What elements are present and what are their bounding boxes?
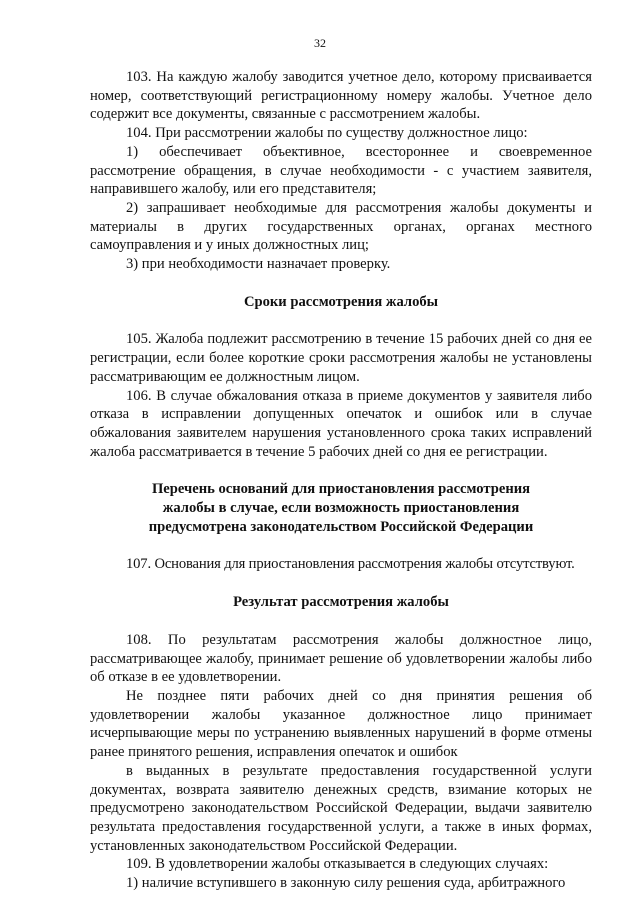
document-body bbox=[90, 68, 592, 893]
paragraph-103: 103. На каждую жалобу заводится учетное дело, которому присваивается номер, соответствующий регистрационному номеру жалобы. Учетное дело содержит все документы, связанные с рассмотрением жалобы. bbox=[90, 69, 592, 123]
section-heading-review-result: Результат рассмотрения жалобы bbox=[233, 594, 449, 611]
section-spacer bbox=[90, 461, 592, 480]
paragraph-104-item-1: 1) обеспечивает объективное, всестороннее и своевременное рассмотрение обращения, в случае необходимости - с участием заявителя, направившего жалобу, или его представителя; bbox=[90, 143, 592, 198]
section-spacer bbox=[90, 536, 592, 555]
section-spacer bbox=[90, 612, 592, 631]
paragraph-107: 107. Основания для приостановления рассмотрения жалобы отсутствуют. bbox=[126, 556, 575, 573]
section-heading-review-terms: Сроки рассмотрения жалобы bbox=[243, 293, 439, 310]
paragraph-108-continuation: в выданных в результате предоставления государственной услуги документах, возврата заявителю денежных средств, взимание которых не предусмотрено законодательством Российской Федерации, выдачи заявителю результата предоставления государственной услуги, а также в иных формах, установленных законодательством Российской Федерации. bbox=[90, 762, 592, 854]
heading-line: жалобы в случае, если возможность приостановления bbox=[162, 500, 520, 517]
page-number: 32 bbox=[314, 36, 326, 50]
paragraph-106: 106. В случае обжалования отказа в приеме документов у заявителя либо отказа в исправлении допущенных опечаток и ошибок или в случае обжалования заявителем нарушения установленного срока таких исправлений жалоба рассматривается в течение 5 рабочих дней со дня ее регистрации. bbox=[90, 387, 592, 460]
paragraph-108-deadline: Не позднее пяти рабочих дней со дня принятия решения об удовлетворении жалобы указанное должностное лицо принимает исчерпывающие меры по устранению выявленных нарушений в форме отмены ранее принятого решения, исправления опечаток и ошибок bbox=[90, 687, 592, 761]
paragraph-109: 109. В удовлетворении жалобы отказывается в следующих случаях: bbox=[126, 856, 549, 873]
paragraph-104-item-2: 2) запрашивает необходимые для рассмотрения жалобы документы и материалы в других государственных органах, органах местного самоуправления и у иных должностных лиц; bbox=[90, 199, 592, 254]
paragraph-104: 104. При рассмотрении жалобы по существу должностное лицо: bbox=[126, 125, 528, 142]
paragraph-104-item-3: 3) при необходимости назначает проверку. bbox=[126, 256, 391, 273]
paragraph-109-item-1: 1) наличие вступившего в законную силу решения суда, арбитражного bbox=[126, 875, 566, 892]
paragraph-108: 108. По результатам рассмотрения жалобы должностное лицо, рассматривающее жалобу, принимает решение об удовлетворении жалобы либо об отказе в ее удовлетворении. bbox=[90, 631, 592, 686]
section-spacer bbox=[90, 311, 592, 330]
section-heading-suspension-grounds bbox=[90, 480, 592, 536]
section-spacer bbox=[90, 574, 592, 593]
heading-line: Перечень оснований для приостановления рассмотрения bbox=[151, 481, 531, 498]
section-spacer bbox=[90, 274, 592, 293]
heading-line: предусмотрена законодательством Российской Федерации bbox=[148, 518, 534, 535]
paragraph-105: 105. Жалоба подлежит рассмотрению в течение 15 рабочих дней со дня ее регистрации, если более короткие сроки рассмотрения жалобы не установлены рассматривающим ее должностным лицом. bbox=[90, 331, 592, 385]
